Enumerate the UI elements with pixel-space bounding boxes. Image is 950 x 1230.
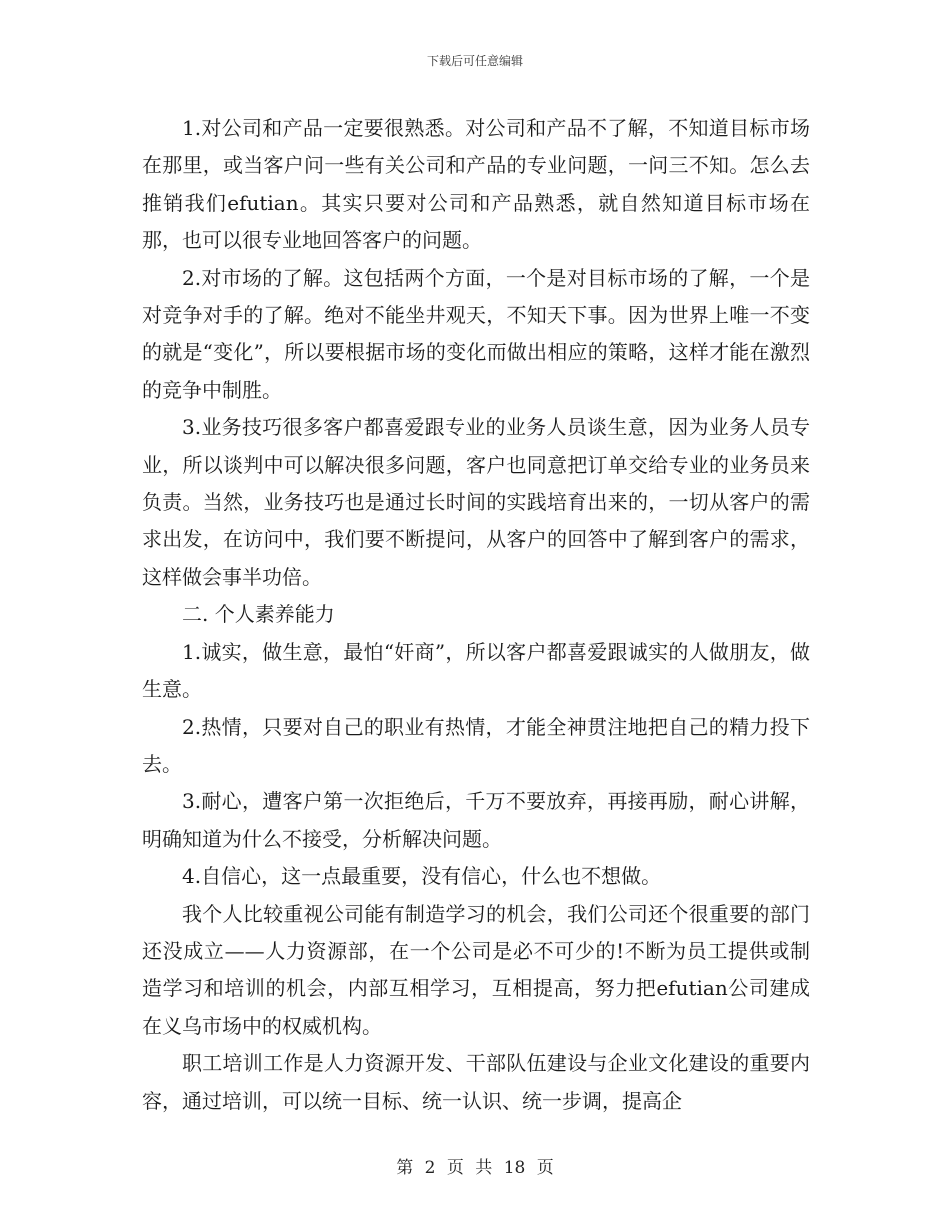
paragraph-9: 职工培训工作是人力资源开发、干部队伍建设与企业文化建设的重要内容，通过培训，可以统一目标、统一认识、统一步调，提高企: [142, 1051, 810, 1113]
paragraph-5: 2.热情，只要对自己的职业有热情，才能全神贯注地把自己的精力投下去。: [142, 714, 810, 776]
page-footer: 第 2 页 共 18 页: [396, 1158, 554, 1178]
paragraph-2: 2.对市场的了解。这包括两个方面，一个是对目标市场的了解，一个是对竞争对手的了解。绝对不能坐井观天，不知天下事。因为世界上唯一不变的就是“变化”，所以要根据市场的变化而做出相应的策略，这样才能在激烈的竞争中制胜。: [142, 265, 810, 402]
paragraph-4: 1.诚实，做生意，最怕“奸商”，所以客户都喜爱跟诚实的人做朋友，做生意。: [142, 639, 810, 702]
page-body: [142, 110, 810, 1120]
paragraph-8: 我个人比较重视公司能有制造学习的机会，我们公司还个很重要的部门还没成立——人力资源部，在一个公司是必不可少的!不断为员工提供或制造学习和培训的机会，内部互相学习，互相提高，努力把efutian公司建成在义乌市场中的权威机构。: [142, 901, 810, 1038]
section-heading: 二. 个人素养能力: [182, 602, 335, 627]
paragraph-3: 3.业务技巧很多客户都喜爱跟专业的业务人员谈生意，因为业务人员专业，所以谈判中可以解决很多问题，客户也同意把订单交给专业的业务员来负责。当然，业务技巧也是通过长时间的实践培育出来的，一切从客户的需求出发，在访问中，我们要不断提问，从客户的回答中了解到客户的需求，这样做会事半功倍。: [142, 415, 810, 589]
paragraph-7: 4.自信心，这一点最重要，没有信心，什么也不想做。: [182, 864, 662, 889]
paragraph-1: 1.对公司和产品一定要很熟悉。对公司和产品不了解，不知道目标市场在那里，或当客户问一些有关公司和产品的专业问题，一问三不知。怎么去推销我们efutian。其实只要对公司和产品熟悉，就自然知道目标市场在那，也可以很专业地回答客户的问题。: [142, 116, 810, 253]
paragraph-6: 3.耐心，遭客户第一次拒绝后，千万不要放弃，再接再励，耐心讲解，明确知道为什么不接受，分析解决问题。: [142, 789, 810, 851]
page-header: 下载后可任意编辑: [426, 54, 523, 68]
